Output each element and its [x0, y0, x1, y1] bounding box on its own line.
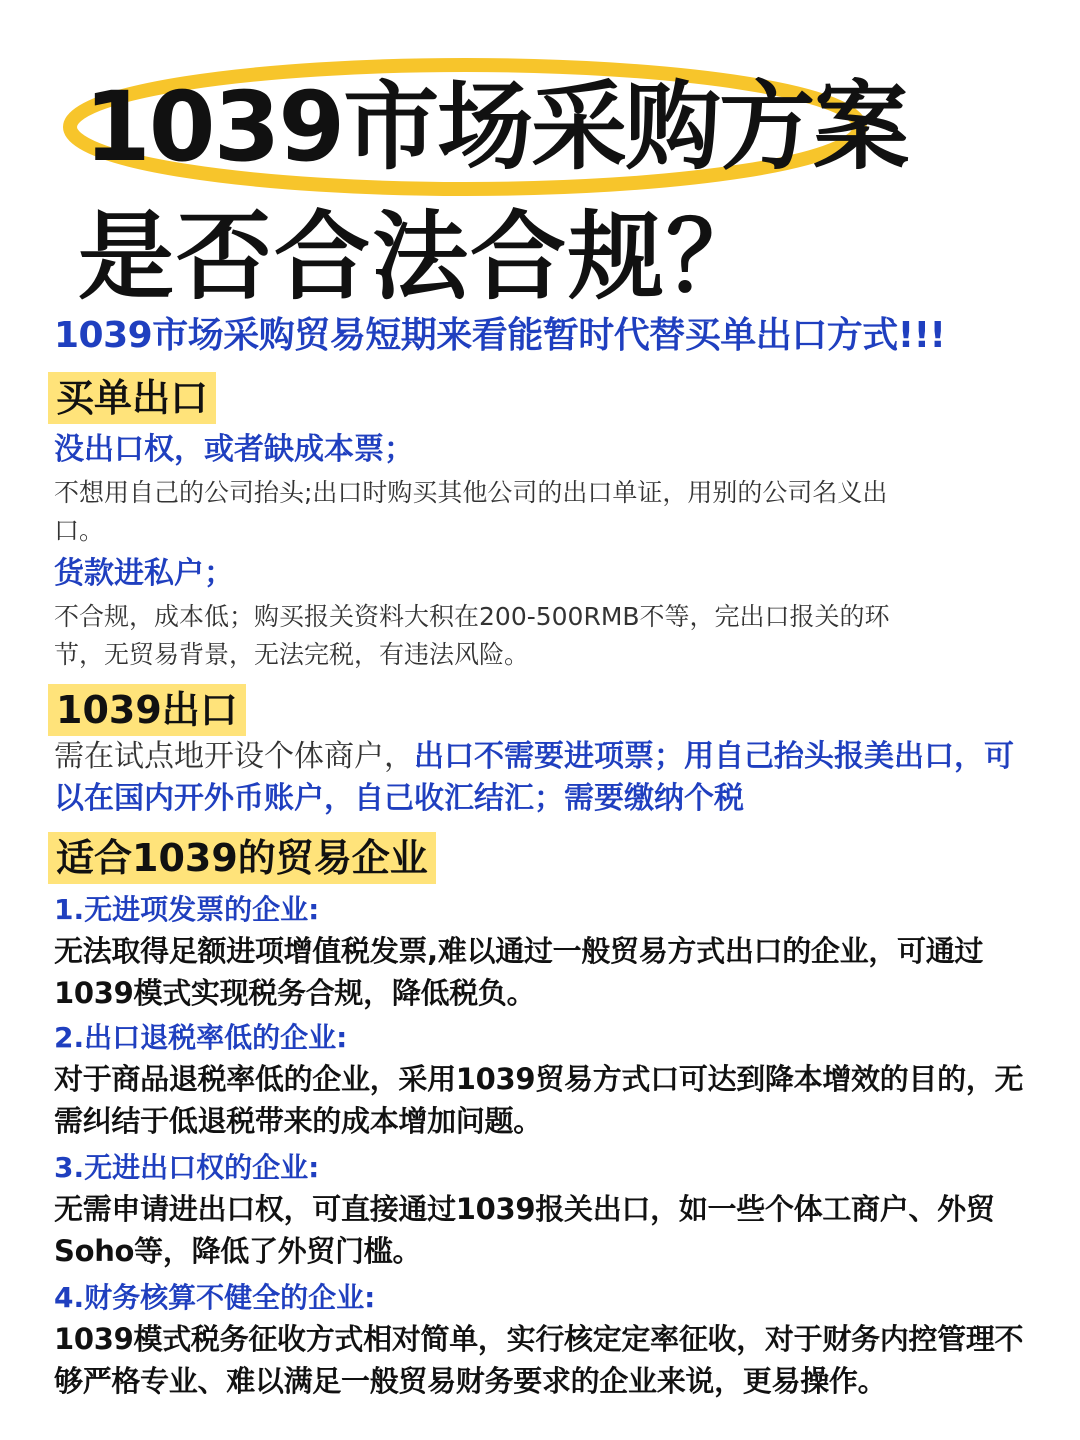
suitable-item-head-2: 2.出口退税率低的企业: [54, 1021, 348, 1054]
suitable-item-head-1: 1.无进项发票的企业: [54, 893, 320, 926]
export1039-text-highlight: 出口不需要进项票；用自己抬头报美出口，可以在国内开外币账户，自己收汇结汇；需要缴纳个税 [54, 739, 1014, 816]
maidan-head-2: 货款进私户； [54, 556, 234, 591]
suitable-item-head-3: 3.无进出口权的企业: [54, 1151, 320, 1184]
page-title-line2: 是否合法合规？ [78, 201, 764, 313]
export1039-text-plain: 需在试点地开设个体商户， [54, 739, 414, 774]
maidan-body-1: 不想用自己的公司抬头;出口时购买其他公司的出口单证，用别的公司名义出口。 [54, 478, 888, 545]
maidan-head-1: 没出口权，或者缺成本票； [54, 432, 414, 467]
suitable-item-body-4: 1039模式税务征收方式相对简单，实行核定定率征收，对于财务内控管理不够严格专业、难以满足一般贸易财务要求的企业来说，更易操作。 [54, 1322, 1024, 1398]
page-title-line1: 1039市场采购方案 [84, 71, 908, 183]
suitable-item-body-3: 无需申请进出口权，可直接通过1039报关出口，如一些个体工商户、外贸Soho等，降低了外贸门槛。 [54, 1192, 995, 1268]
section-label-suitable: 适合1039的贸易企业 [48, 832, 436, 884]
suitable-item-body-2: 对于商品退税率低的企业，采用1039贸易方式口可达到降本增效的目的，无需纠结于低退税带来的成本增加问题。 [54, 1062, 1024, 1138]
title-block [60, 52, 908, 202]
export1039-paragraph [54, 736, 1014, 820]
subtitle: 1039市场采购贸易短期来看能暂时代替买单出口方式!!! [54, 315, 946, 356]
section-label-maidan: 买单出口 [48, 372, 216, 424]
maidan-body-2: 不合规，成本低；购买报关资料大积在200-500RMB不等，完出口报关的环节，无贸易背景，无法完税，有违法风险。 [54, 602, 890, 669]
section-label-1039: 1039出口 [48, 684, 246, 736]
suitable-item-body-1: 无法取得足额进项增值税发票,难以通过一般贸易方式出口的企业，可通过1039模式实现税务合规，降低税负。 [54, 934, 984, 1010]
suitable-item-head-4: 4.财务核算不健全的企业: [54, 1281, 376, 1314]
